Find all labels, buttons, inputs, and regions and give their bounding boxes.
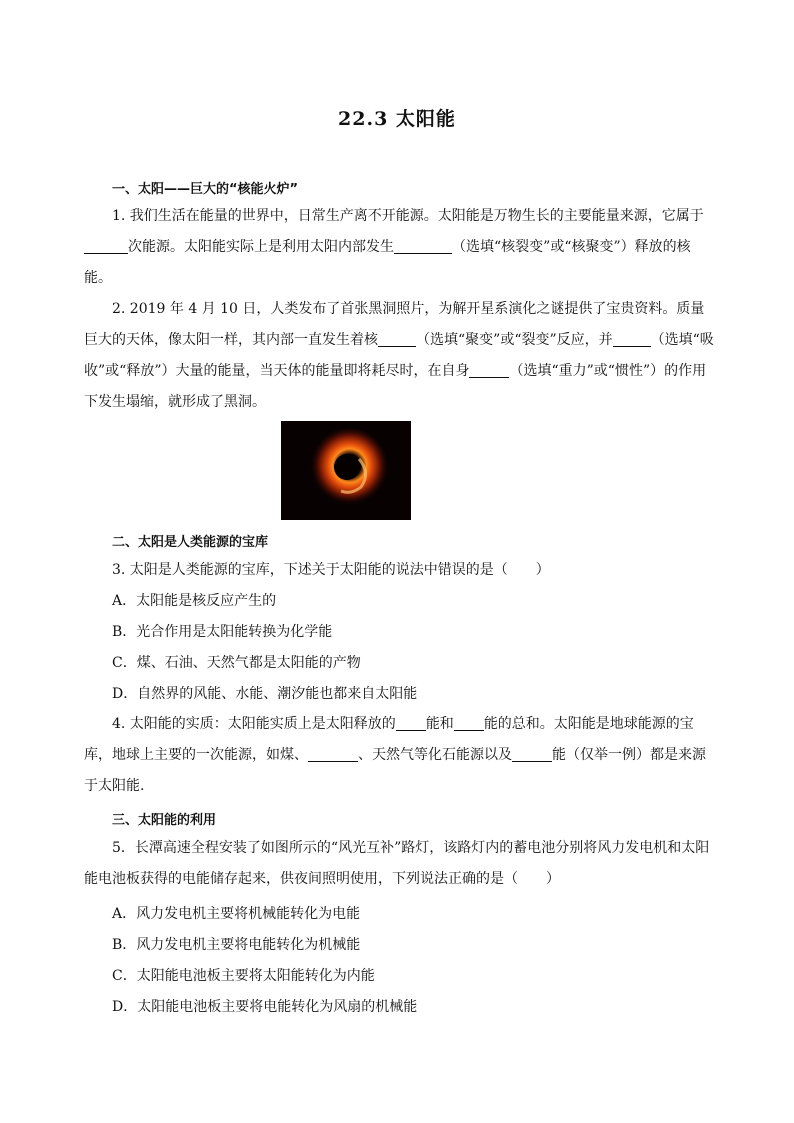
answer-blank[interactable] xyxy=(454,714,484,731)
answer-blank[interactable] xyxy=(378,330,416,347)
answer-blank[interactable] xyxy=(84,237,128,254)
question-3-option-d[interactable]: D．自然界的风能、水能、潮汐能也都来自太阳能 xyxy=(112,686,418,702)
page-title: 22.3 太阳能 xyxy=(338,108,456,130)
question-4: 4. 太阳能的实质：太阳能实质上是太阳释放的 能和 能的总和。太阳能是地球能源的宝库，地球上主要的一次能源，如煤、 、天然气等化石能源以及 能（仅举一例）都是来源于太阳能. xyxy=(84,716,706,794)
section-heading-3: 三、太阳能的利用 xyxy=(112,813,217,828)
answer-blank[interactable] xyxy=(512,745,552,762)
black-hole-image xyxy=(281,421,411,520)
question-3-option-c[interactable]: C．煤、石油、天然气都是太阳能的产物 xyxy=(112,655,361,671)
answer-blank[interactable] xyxy=(613,330,651,347)
question-5-option-a[interactable]: A．风力发电机主要将机械能转化为电能 xyxy=(112,906,361,922)
question-5-option-d[interactable]: D．太阳能电池板主要将电能转化为风扇的机械能 xyxy=(112,999,418,1015)
black-hole-photo xyxy=(281,421,411,520)
answer-blank[interactable] xyxy=(308,745,358,762)
question-5-option-c[interactable]: C．太阳能电池板主要将太阳能转化为内能 xyxy=(112,968,375,984)
answer-blank[interactable] xyxy=(394,237,452,254)
question-3-stem: 3. 太阳是人类能源的宝库，下述关于太阳能的说法中错误的是（ ） xyxy=(112,562,550,578)
question-5-option-b[interactable]: B．风力发电机主要将电能转化为机械能 xyxy=(112,937,361,953)
section-heading-1: 一、太阳——巨大的“核能火炉” xyxy=(112,182,299,197)
answer-blank[interactable] xyxy=(396,714,426,731)
question-2: 2. 2019 年 4 月 10 日，人类发布了首张黑洞照片，为解开星系演化之谜提供了宝贵资料。质量巨大的天体，像太阳一样，其内部一直发生着核 （选填“聚变”或“裂变”反应，并 （选填“吸收”或“释放”）大量的能量，当天体的能量即将耗尽时，在自身 （选填“重力”或“惯性”）的作用下发生塌缩，就形成了黑洞。 xyxy=(84,301,714,410)
answer-blank[interactable] xyxy=(469,361,509,378)
question-5-stem: 5．长潭高速全程安装了如图所示的“风光互补”路灯，该路灯内的蓄电池分别将风力发电机和太阳能电池板获得的电能储存起来，供夜间照明使用，下列说法正确的是（ ） xyxy=(84,840,710,887)
question-1: 1. 我们生活在能量的世界中，日常生产离不开能源。太阳能是万物生长的主要能量来源，它属于次能源。太阳能实际上是利用太阳内部发生 （选填“核裂变”或“核聚变”）释放的核能。 xyxy=(84,208,704,286)
section-heading-2: 二、太阳是人类能源的宝库 xyxy=(112,535,269,550)
question-3-option-b[interactable]: B．光合作用是太阳能转换为化学能 xyxy=(112,624,333,640)
question-3-option-a[interactable]: A．太阳能是核反应产生的 xyxy=(112,593,277,609)
